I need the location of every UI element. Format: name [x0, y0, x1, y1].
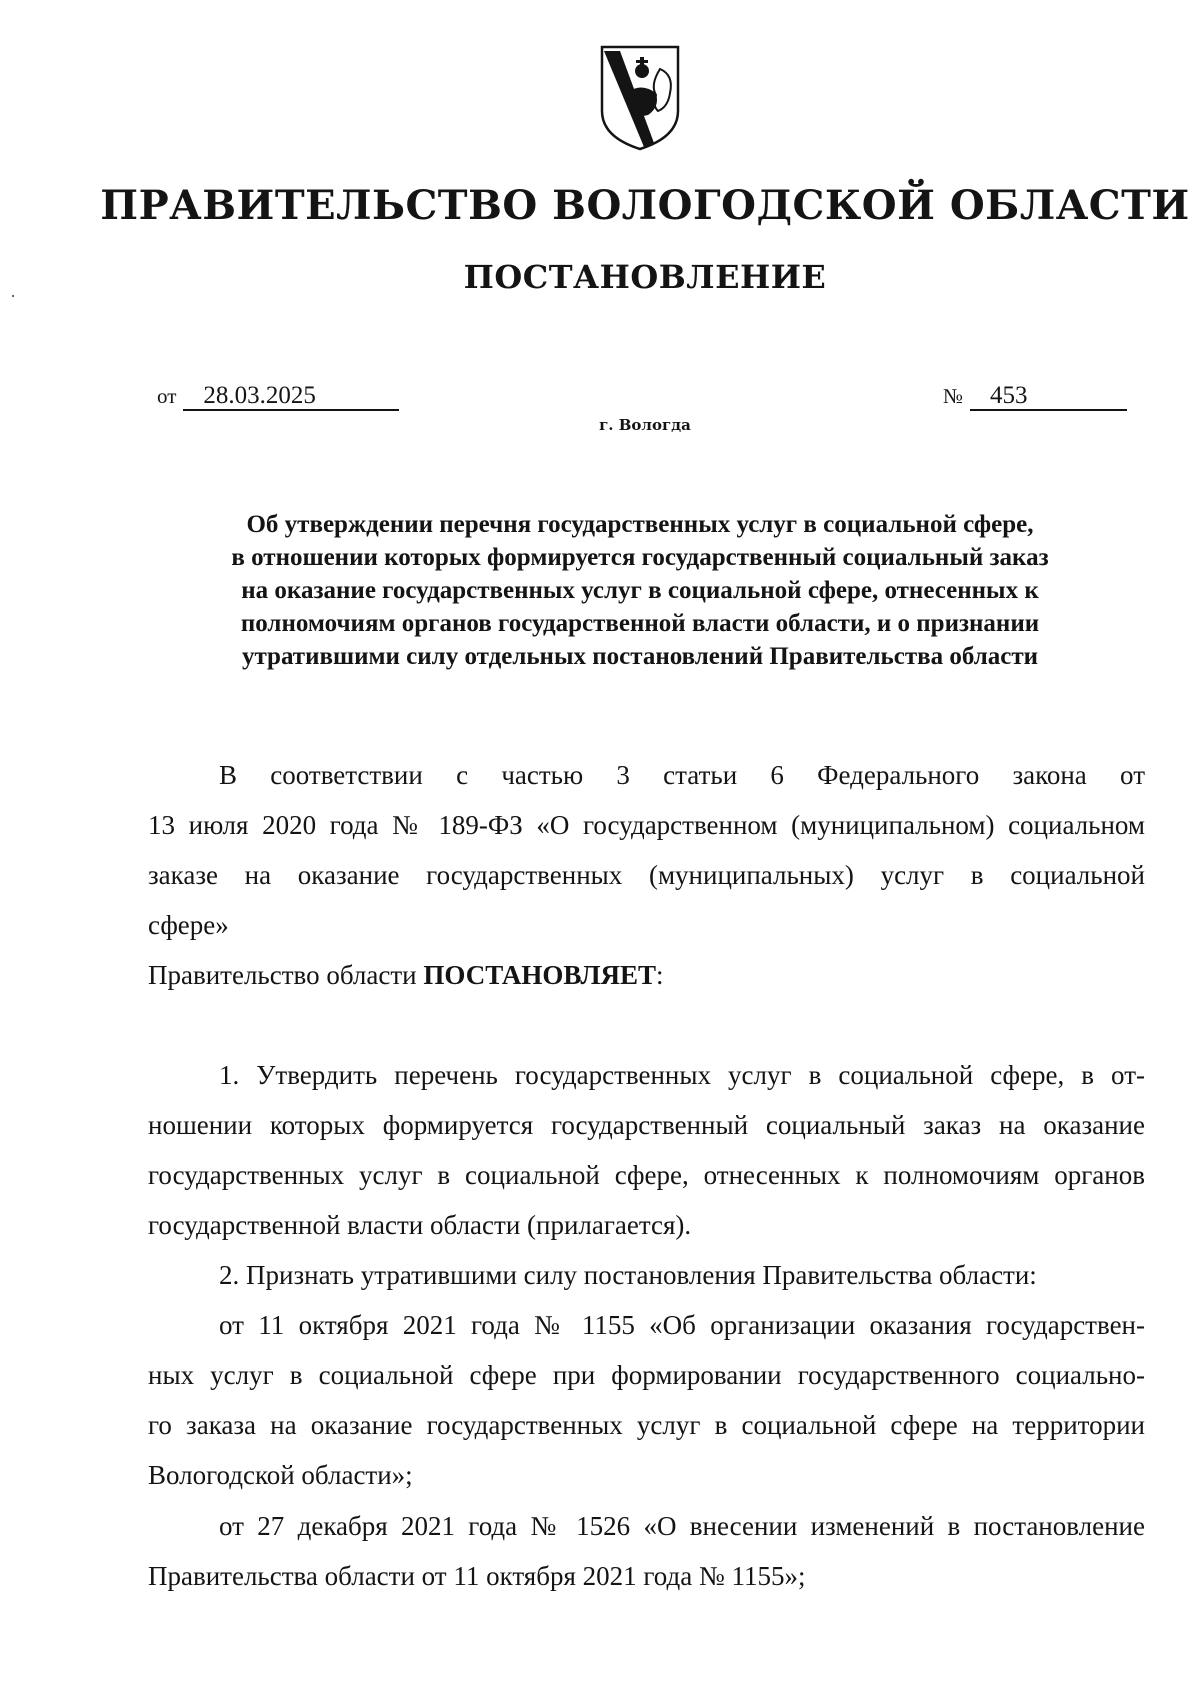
item2a-line: го заказа на оказание государственных услуг в социальной сфере на территории	[148, 1410, 1145, 1440]
date-value: 28.03.2025	[183, 383, 399, 411]
item2-heading: 2. Признать утратившими силу постановления Правительства области:	[219, 1260, 1037, 1290]
document-type: ПОСТАНОВЛЕНИЕ	[463, 258, 827, 296]
item2a-line: от 11 октября 2021 года № 1155 «Об организации оказания государствен-	[219, 1310, 1145, 1340]
preamble-line: сфере»	[148, 910, 229, 940]
item1-line: ношении которых формируется государственный социальный заказ на оказание	[148, 1110, 1145, 1140]
subject-line: утратившими силу отдельных постановлений Правительства области	[241, 643, 1039, 670]
item1-line: 1. Утвердить перечень государственных услуг в социальной сфере, в от-	[219, 1060, 1145, 1090]
resolves-line	[148, 960, 664, 990]
subject-line: в отношении которых формируется государственный социальный заказ	[231, 544, 1049, 571]
item2a-line: Вологодской области»;	[148, 1460, 413, 1490]
preamble-line: заказе на оказание государственных (муниципальных) услуг в социальной	[148, 860, 1145, 890]
item1-line: государственных услуг в социальной сфере, отнесенных к полномочиям органов	[148, 1160, 1145, 1190]
document-number	[943, 382, 1127, 411]
resolves-prefix: Правительство области	[148, 960, 424, 990]
document-subject	[150, 508, 1130, 673]
item2b-line: от 27 декабря 2021 года № 1526 «О внесении изменений в постановление	[219, 1511, 1145, 1541]
resolves-suffix: :	[655, 960, 664, 990]
subject-line: полномочиям органов государственной власти области, и о признании	[240, 610, 1040, 637]
number-prefix: №	[943, 384, 964, 408]
resolves-keyword: ПОСТАНОВЛЯЕТ	[423, 960, 656, 990]
item2b-line: Правительства области от 11 октября 2021 года № 1155»;	[148, 1561, 806, 1591]
document-date	[157, 382, 399, 411]
preamble-line: В соответствии с частью 3 статьи 6 Федерального закона от	[219, 760, 1145, 790]
preamble-line: 13 июля 2020 года № 189-ФЗ «О государственном (муниципальном) социальном	[148, 810, 1145, 840]
coat-of-arms-emblem	[600, 45, 680, 151]
date-prefix: от	[157, 384, 177, 408]
subject-line: Об утверждении перечня государственных услуг в социальной сфере,	[246, 511, 1034, 538]
item1-line: государственной власти области (прилагается).	[148, 1210, 692, 1240]
number-value: 453	[970, 383, 1127, 411]
organization-title: ПРАВИТЕЛЬСТВО ВОЛОГОДСКОЙ ОБЛАСТИ	[100, 182, 1190, 229]
city-label: г. Вологда	[599, 416, 691, 434]
item2a-line: ных услуг в социальной сфере при формировании государственного социально-	[148, 1360, 1145, 1390]
subject-line: на оказание государственных услуг в социальной сфере, отнесенных к	[241, 577, 1039, 604]
